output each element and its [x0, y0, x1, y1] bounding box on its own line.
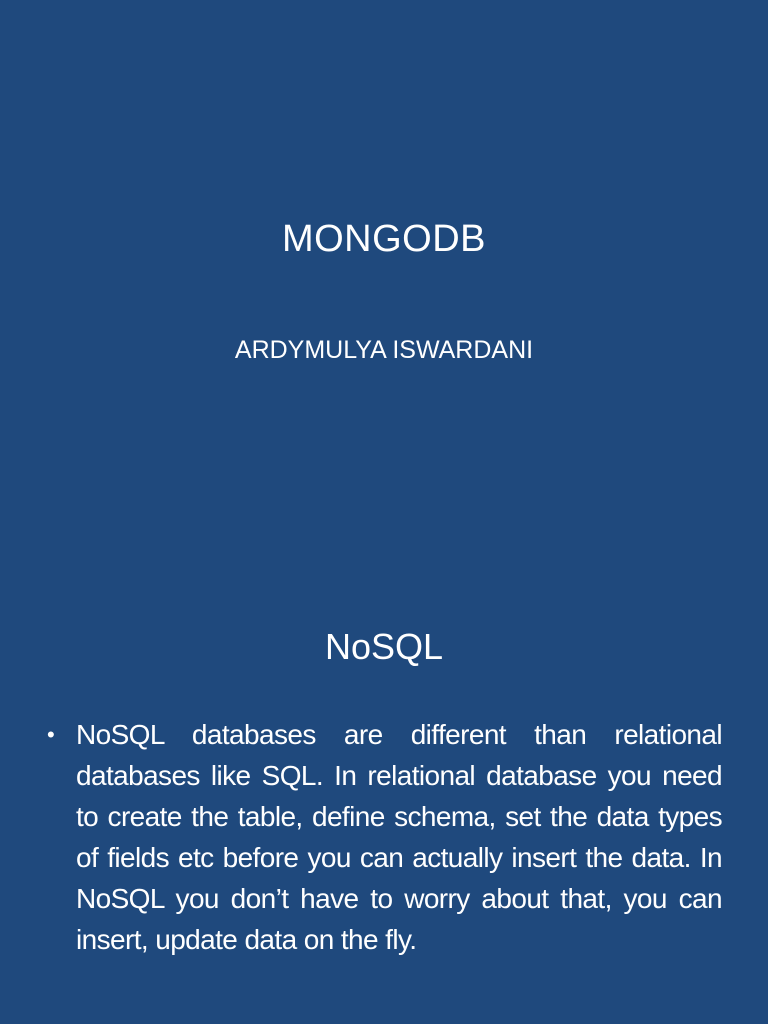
- bullet-dot-icon: •: [47, 722, 55, 747]
- bullet-item: [45, 714, 722, 960]
- slide-title: NoSQL: [324, 626, 444, 667]
- bullet-text: NoSQL databases are different than relational databases like SQL. In relational database you need to create the table, define schema, set the data types of fields etc before you can actually insert the data. In NoSQL you don’t have to worry about that, you can insert, update data on the fly.: [76, 719, 722, 955]
- nosql-slide: [0, 576, 768, 1024]
- bullet-list: [45, 714, 722, 960]
- slide-title: MONGODB: [281, 218, 487, 260]
- author-subtitle: ARDYMULYA ISWARDANI: [234, 336, 534, 364]
